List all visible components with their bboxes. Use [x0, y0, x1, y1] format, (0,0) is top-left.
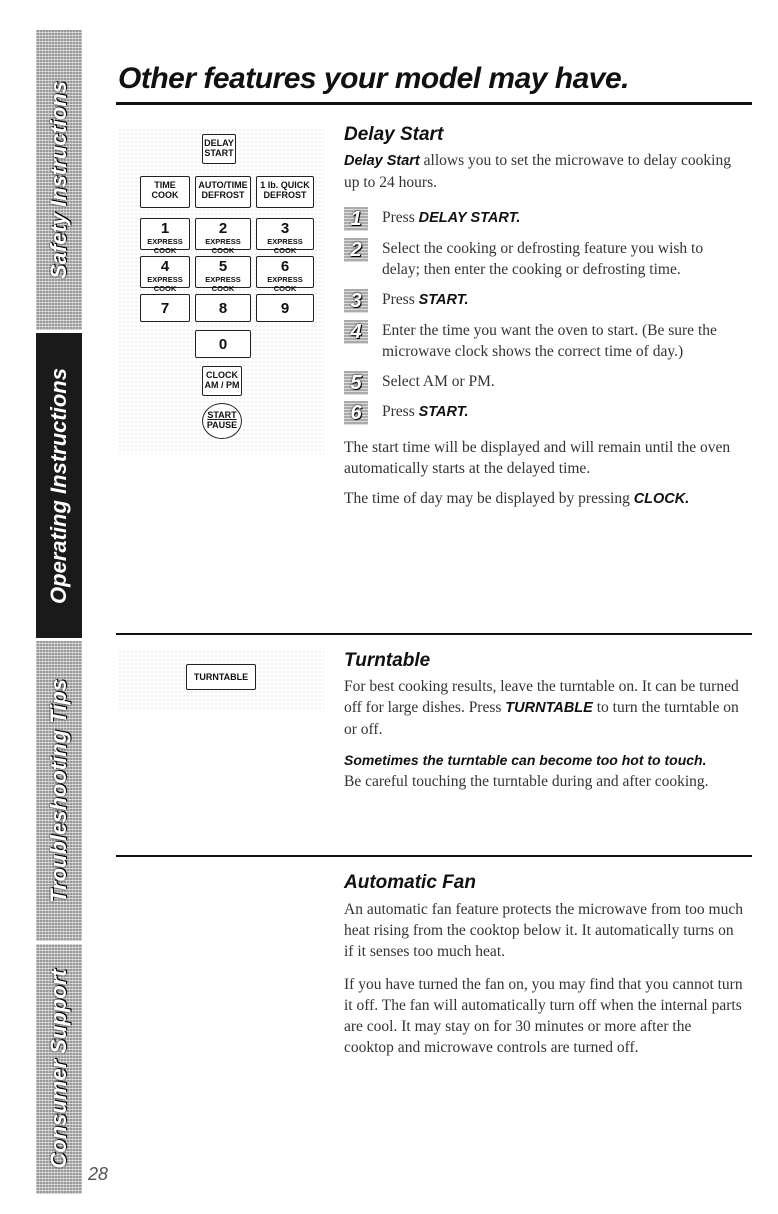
key-label: CLOCK [206, 370, 238, 380]
key-label: AM / PM [204, 380, 240, 390]
sidebar-tabs [36, 30, 82, 1194]
digit-key [140, 218, 190, 255]
tab-consumer-support[interactable] [36, 944, 82, 1194]
key-label: 3 [280, 220, 290, 237]
body-text: For best cooking results, leave the turntable on. It can be turned off for large dishes. Press [344, 678, 739, 716]
clock-key [202, 366, 242, 396]
turntable-heading: Turntable [344, 650, 431, 671]
step-text: Enter the time you want the oven to start. (Be sure the microwave clock shows the correct time of day.) [382, 322, 717, 360]
step-number-badge: 3 [344, 289, 368, 313]
tab-safety-instructions[interactable] [36, 30, 82, 330]
digit-key [140, 256, 190, 293]
delay-start-section [344, 124, 744, 510]
key-label: DEFROST [263, 190, 307, 200]
key-label: EXPRESS COOK [147, 275, 183, 293]
time-cook-key [140, 176, 190, 208]
key-label: EXPRESS COOK [267, 237, 303, 255]
step-5 [344, 371, 744, 392]
automatic-fan-heading: Automatic Fan [344, 872, 476, 893]
turntable-warning-text: Be careful touching the turntable during and after cooking. [344, 773, 709, 790]
tab-operating-instructions[interactable] [36, 333, 82, 638]
fan-paragraph-1: An automatic fan feature protects the microwave from too much heat rising from the cooktop below it. It automatically turns on if it senses too much heat. [344, 901, 743, 960]
key-label: 0 [218, 336, 228, 353]
digit-key [256, 218, 314, 255]
turntable-illustration [118, 650, 324, 710]
keyword: CLOCK. [633, 491, 690, 507]
section-divider [116, 855, 752, 857]
digit-key [195, 256, 251, 293]
step-number-badge: 2 [344, 238, 368, 262]
clock-note [344, 488, 744, 510]
tab-label: Consumer Support [46, 969, 71, 1169]
intro-text: allows you to set the microwave to delay cooking up to 24 hours. [344, 152, 731, 191]
turntable-text [344, 676, 744, 740]
key-label: START [204, 148, 234, 158]
fan-paragraph-2: If you have turned the fan on, you may find that you cannot turn it off. The fan will automatically turn off when the internal parts are cool. It may stay on for 30 minutes or more after the cooktop and microwave controls are turned off. [344, 976, 743, 1056]
keyword: DELAY START. [418, 210, 521, 226]
digit-key [140, 294, 190, 322]
key-label: 1 lb. QUICK [260, 180, 310, 190]
step-2 [344, 238, 744, 280]
key-label: EXPRESS COOK [205, 275, 241, 293]
step-text: Select the cooking or defrosting feature you wish to delay; then enter the cooking or defrosting time. [382, 240, 704, 278]
tab-label: Operating Instructions [46, 367, 71, 604]
step-1 [344, 207, 744, 229]
step-3 [344, 289, 744, 311]
key-label: EXPRESS COOK [205, 237, 241, 255]
digit-key [256, 294, 314, 322]
start-pause-key [202, 403, 242, 439]
tab-label: Troubleshooting Tips [46, 678, 71, 904]
key-label: 7 [160, 300, 170, 317]
key-label: PAUSE [206, 420, 238, 430]
key-label: EXPRESS COOK [267, 275, 303, 293]
turntable-key [186, 664, 256, 690]
keyword: TURNTABLE [505, 700, 593, 716]
delay-start-intro [344, 150, 744, 193]
delay-start-heading: Delay Start [344, 124, 444, 145]
key-label: AUTO/TIME [198, 180, 248, 190]
key-label: TURNTABLE [193, 672, 249, 682]
key-label: 6 [280, 258, 290, 275]
delay-start-key [202, 134, 236, 164]
key-label: COOK [151, 190, 179, 200]
automatic-fan-section [344, 872, 744, 1058]
title-divider [116, 102, 752, 105]
turntable-warning: Sometimes the turntable can become too hot to touch. [344, 752, 707, 768]
page-number: 28 [88, 1164, 109, 1184]
key-label: DEFROST [201, 190, 245, 200]
step-number-badge: 4 [344, 320, 368, 344]
key-label: 8 [218, 300, 228, 317]
keyword: START. [418, 292, 469, 308]
section-divider [116, 633, 752, 635]
digit-key [195, 294, 251, 322]
keypad-illustration [118, 128, 324, 454]
step-text: Select AM or PM. [382, 373, 495, 390]
digit-key [195, 330, 251, 358]
auto-time-defrost-key [195, 176, 251, 208]
step-text: Press [382, 403, 419, 420]
tab-troubleshooting-tips[interactable] [36, 641, 82, 941]
step-4 [344, 320, 744, 362]
key-label: 1 [160, 220, 170, 237]
key-label: EXPRESS COOK [147, 237, 183, 255]
step-text: Press [382, 209, 419, 226]
step-number-badge: 5 [344, 371, 368, 395]
tab-label: Safety Instructions [46, 80, 71, 280]
key-label: 2 [218, 220, 228, 237]
step-text: Press [382, 291, 419, 308]
key-label: 5 [218, 258, 228, 275]
key-label: DELAY [204, 138, 234, 148]
keyword: Delay Start [344, 153, 420, 169]
key-label: 4 [160, 258, 170, 275]
step-number-badge: 1 [344, 207, 368, 231]
keyword: START. [418, 404, 469, 420]
note-text: The time of day may be displayed by pressing [344, 490, 634, 507]
key-label: START [207, 410, 237, 420]
quick-defrost-key [256, 176, 314, 208]
step-6 [344, 401, 744, 423]
page-title: Other features your model may have. [118, 62, 630, 95]
delay-start-note: The start time will be displayed and will remain until the oven automatically starts at the delayed time. [344, 439, 731, 477]
digit-key [195, 218, 251, 255]
turntable-section [344, 650, 744, 792]
key-label: TIME [154, 180, 176, 190]
step-number-badge: 6 [344, 401, 368, 425]
digit-key [256, 256, 314, 293]
body-text: to turn the turntable on or off. [344, 699, 739, 738]
key-label: 9 [280, 300, 290, 317]
